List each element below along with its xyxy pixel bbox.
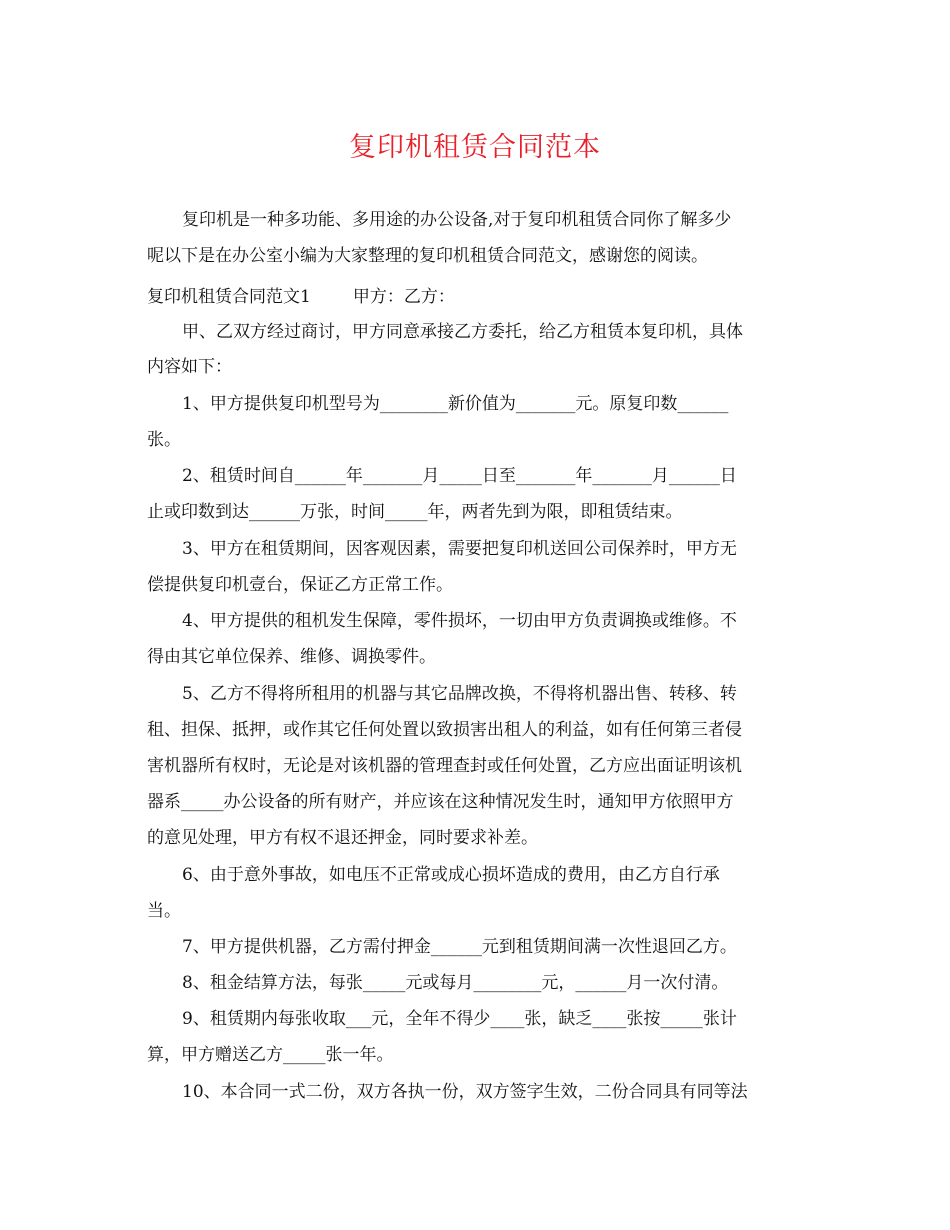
clause-10-line-1: 10、本合同一式二份，双方各执一份，双方签字生效，二份合同具有同等法 (182, 1082, 748, 1102)
clause-3-line-1: 3、甲方在租赁期间，因客观因素，需要把复印机送回公司保养时，甲方无 (182, 539, 737, 559)
intro-line-1: 复印机是一种多功能、多用途的办公设备,对于复印机租赁合同你了解多少 (182, 210, 732, 230)
clause-5-line-3: 害机器所有权时，无论是对该机器的管理查封或任何处置，乙方应出面证明该机 (147, 756, 742, 776)
clause-5-line-1: 5、乙方不得将所租用的机器与其它品牌改换，不得将机器出售、转移、转 (182, 684, 737, 704)
clause-8-line-1: 8、租金结算方法，每张_____元或每月________元，______月一次付清。 (182, 973, 729, 993)
clause-9-line-1: 9、租赁期内每张收取___元，全年不得少____张，缺乏____张按_____张计 (182, 1009, 737, 1029)
clause-1-line-1: 1、甲方提供复印机型号为________新价值为_______元。原复印数______ (182, 394, 729, 414)
clause-1-line-2: 张。 (147, 430, 181, 450)
sample-heading-parties: 甲方：乙方： (352, 287, 455, 307)
clause-2-line-1: 2、租赁时间自______年_______月_____日至_______年_______月______日 (182, 466, 737, 486)
clause-2-line-2: 止或印数到达______万张，时间_____年，两者先到为限，即租赁结束。 (147, 502, 683, 522)
intro-line-2: 呢以下是在办公室小编为大家整理的复印机租赁合同范文，感谢您的阅读。 (147, 246, 708, 266)
clause-4-line-2: 得由其它单位保养、维修、调换零件。 (147, 647, 436, 667)
clause-4-line-1: 4、甲方提供的租机发生保障，零件损坏，一切由甲方负责调换或维修。不 (182, 611, 737, 631)
document-title: 复印机租赁合同范本 (349, 132, 601, 163)
clause-6-line-1: 6、由于意外事故，如电压不正常或成心损坏造成的费用，由乙方自行承 (182, 865, 720, 885)
clause-0-line-2: 内容如下： (147, 357, 232, 377)
clause-9-line-2: 算，甲方赠送乙方_____张一年。 (147, 1045, 394, 1065)
sample-heading (147, 285, 455, 309)
clause-6-line-2: 当。 (147, 901, 181, 921)
clause-5-line-2: 租、担保、抵押，或作其它任何处置以致损害出租人的利益，如有任何第三者侵 (147, 720, 742, 740)
sample-heading-label: 复印机租赁合同范文1 (147, 287, 311, 307)
clause-5-line-5: 的意见处理，甲方有权不退还押金，同时要求补差。 (147, 828, 538, 848)
clause-7-line-1: 7、甲方提供机器，乙方需付押金______元到租赁期间满一次性退回乙方。 (182, 937, 737, 957)
clause-5-line-4: 器系_____办公设备的所有财产，并应该在这种情况发生时，通知甲方依照甲方 (147, 792, 734, 812)
clause-3-line-2: 偿提供复印机壹台，保证乙方正常工作。 (147, 575, 453, 595)
clause-0-line-1: 甲、乙双方经过商讨，甲方同意承接乙方委托，给乙方租赁本复印机，具体 (182, 322, 743, 342)
